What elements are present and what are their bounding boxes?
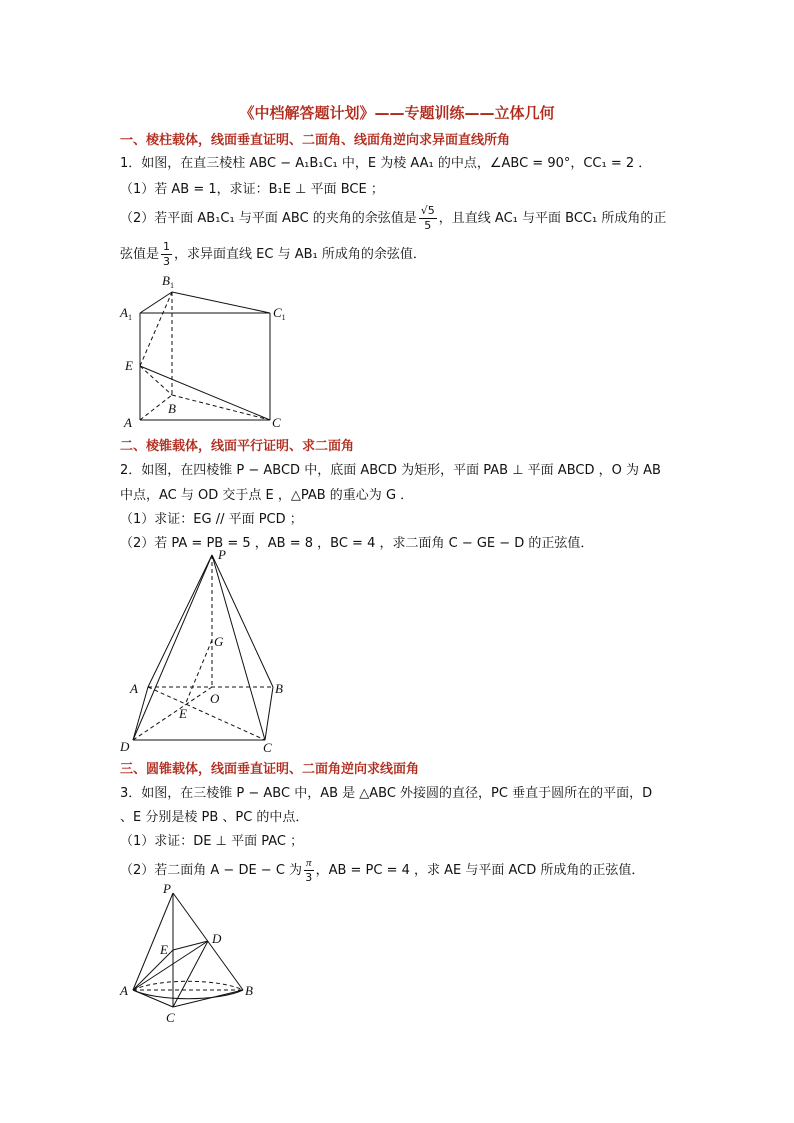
label-C1: $C_1$	[273, 305, 286, 322]
label-A: A	[130, 681, 138, 696]
label-E: E	[160, 942, 168, 957]
label-B1: $B_1$	[162, 273, 174, 290]
q2-part1: （1）求证：EG // 平面 PCD ；	[120, 512, 303, 527]
label-A: A	[120, 983, 128, 998]
q3-part2-text-b: ，AB = PC = 4 ，求 AE 与平面 ACD 所成角的正弦值．	[315, 863, 645, 878]
section-heading-3: 三、圆锥载体，线面垂直证明、二面角逆向求线面角	[120, 762, 420, 777]
fraction-denominator: 5	[424, 219, 432, 232]
q3-statement-line-2: 、E 分别是棱 PB 、PC 的中点．	[120, 810, 309, 825]
q1-statement-line-1: 1．如图，在直三棱柱 ABC − A₁B₁C₁ 中，E 为棱 AA₁ 的中点，∠ABC = 90°，CC₁ = 2 ．	[120, 156, 652, 171]
q3-part1: （1）求证：DE ⊥ 平面 PAC ；	[120, 834, 304, 849]
label-D: D	[212, 931, 222, 946]
q3-part2-text-a: （2）若二面角 A − DE − C 为	[120, 863, 303, 878]
q1-part2-text-b: ，且直线 AC₁ 与平面 BCC₁ 所成角的正	[438, 211, 667, 226]
q1-part2-line-1	[120, 204, 680, 233]
fraction-denominator: 3	[305, 871, 313, 884]
label-O: O	[210, 691, 220, 706]
q2-pyramid-figure	[115, 545, 305, 755]
q2-statement-line-2: 中点，AC 与 OD 交于点 E ，△PAB 的重心为 G ．	[120, 488, 414, 503]
label-G: G	[214, 634, 224, 649]
q2-part2: （2）若 PA = PB = 5 ，AB = 8 ，BC = 4 ，求二面角 C − GE − D 的正弦值．	[120, 536, 594, 551]
section-heading-2: 二、棱锥载体，线面平行证明、求二面角	[120, 439, 355, 454]
q1-part2-text-c: 弦值是	[120, 247, 160, 262]
q1-part2-line-2	[120, 240, 680, 269]
label-C: C	[166, 1010, 175, 1025]
q1-part1: （1）若 AB = 1，求证：B₁E ⊥ 平面 BCE ；	[120, 182, 384, 197]
label-C: C	[272, 415, 281, 430]
label-C: C	[263, 740, 272, 755]
fraction-numerator: √5	[420, 204, 435, 217]
label-B: B	[275, 681, 283, 696]
label-P: P	[163, 881, 171, 896]
q2-statement-line-1: 2．如图，在四棱锥 P − ABCD 中，底面 ABCD 为矩形，平面 PAB ⊥ 平面 ABCD ，O 为 AB	[120, 463, 661, 478]
q1-prism-figure	[110, 270, 310, 435]
q1-part2-text-a: （2）若平面 AB₁C₁ 与平面 ABC 的夹角的余弦值是	[120, 211, 417, 226]
fraction-numerator: π	[306, 857, 312, 869]
label-A: A	[124, 415, 132, 430]
label-E: E	[179, 706, 187, 721]
label-E: E	[125, 358, 133, 373]
label-B: B	[245, 983, 253, 998]
q1-part2-text-d: ，求异面直线 EC 与 AB₁ 所成角的余弦值．	[174, 247, 426, 262]
section-heading-1: 一、棱柱载体，线面垂直证明、二面角、线面角逆向求异面直线所角	[120, 133, 511, 148]
fraction-denominator: 3	[163, 255, 171, 268]
label-A1: $A_1$	[120, 305, 132, 322]
q3-cone-figure	[115, 880, 275, 1025]
label-D: D	[120, 739, 130, 754]
page-title: 《中档解答题计划》——专题训练——立体几何	[239, 104, 555, 122]
q1-cos-fraction	[419, 204, 437, 233]
q3-statement-line-1: 3．如图，在三棱锥 P − ABC 中，AB 是 △ABC 外接圆的直径，PC 垂直于圆所在的平面，D	[120, 786, 653, 801]
fraction-numerator: 1	[163, 240, 171, 253]
q3-angle-fraction	[304, 856, 314, 885]
label-B: B	[168, 401, 176, 416]
q1-sin-fraction	[161, 240, 172, 269]
label-P: P	[218, 547, 226, 562]
